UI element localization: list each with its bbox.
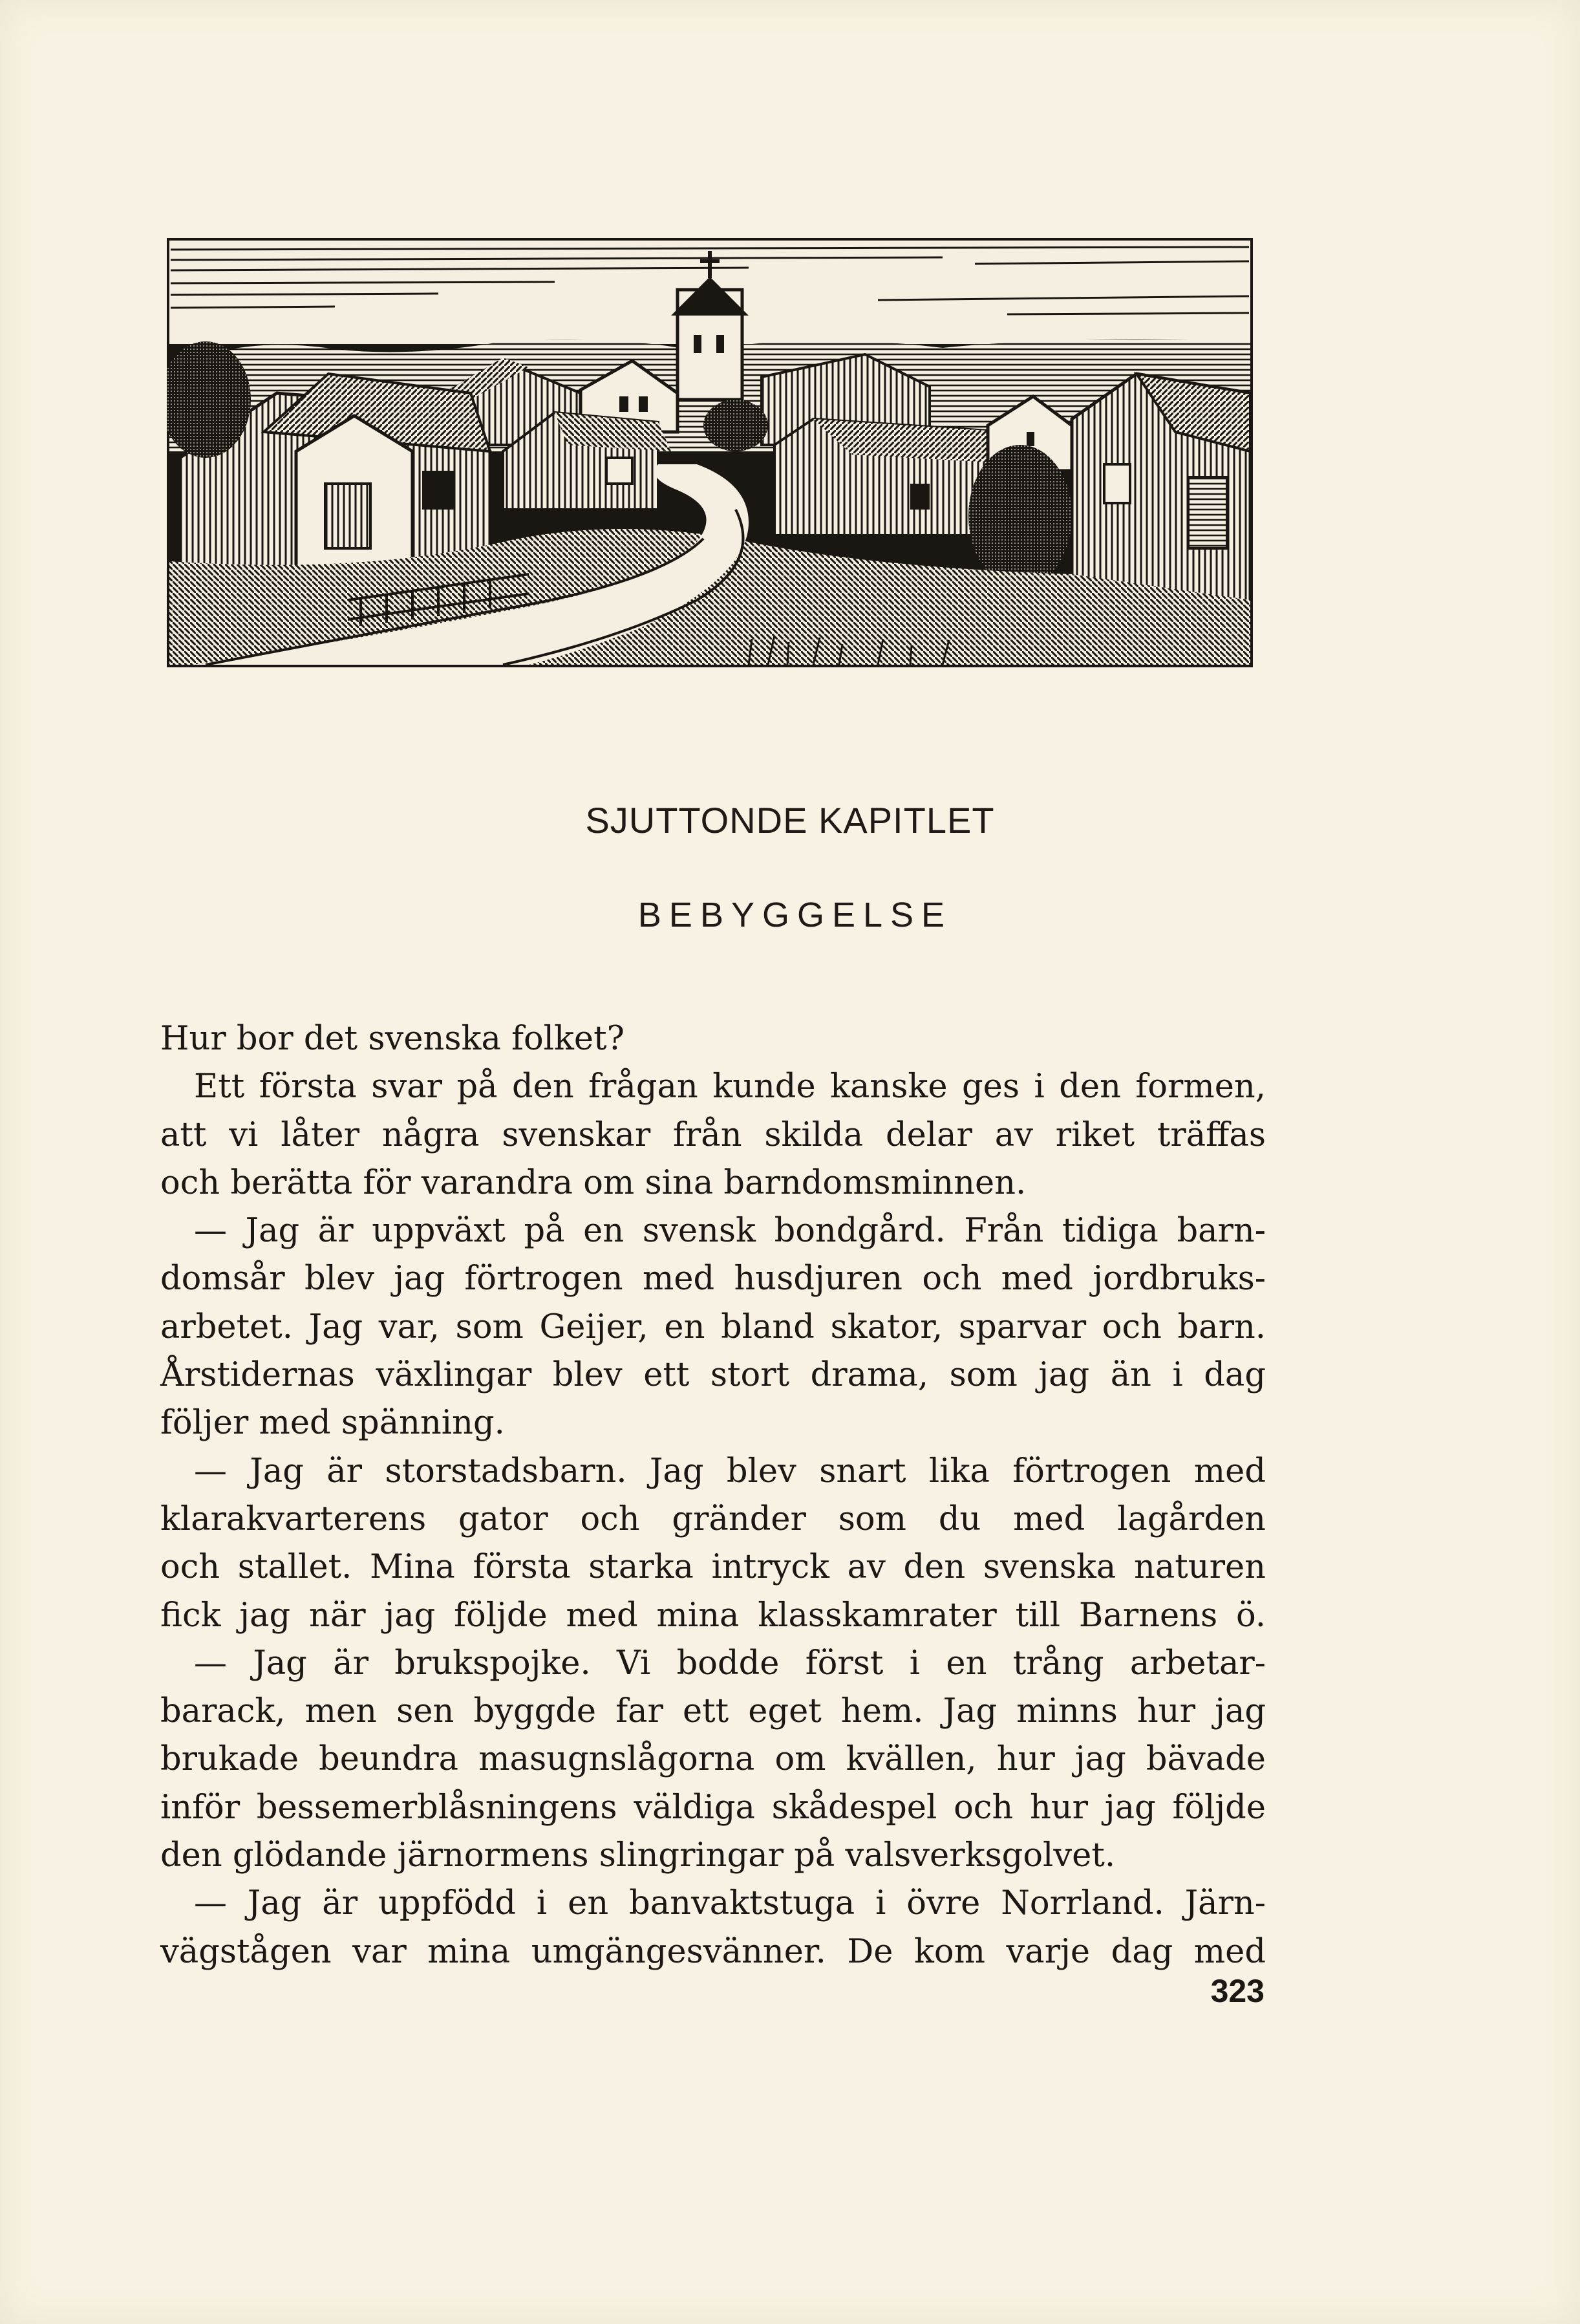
- text-line: följer med spänning.: [160, 1404, 505, 1443]
- text-line: — Jag är storstadsbarn. Jag blev snart lika förtrogen med: [194, 1452, 1266, 1490]
- text-line: brukade beundra masugnslågorna om kvällen, hur jag bävade: [160, 1740, 1266, 1779]
- text-line: barack, men sen byggde far ett eget hem. Jag minns hur jag: [160, 1692, 1266, 1731]
- text-line: — Jag är brukspojke. Vi bodde först i en trång arbetar-: [194, 1644, 1266, 1683]
- text-line: fick jag när jag följde med mina klasskamrater till Barnens ö.: [160, 1596, 1266, 1635]
- text-line: Ett första svar på den frågan kunde kanske ges i den formen,: [194, 1068, 1266, 1106]
- text-line: domsår blev jag förtrogen med husdjuren och med jordbruks-: [160, 1260, 1266, 1298]
- page-number: 323: [1210, 1973, 1265, 2009]
- chapter-title: BEBYGGELSE: [637, 896, 953, 934]
- text-line: — Jag är uppväxt på en svensk bondgård. Från tidiga barn-: [194, 1212, 1266, 1251]
- text-line: Hur bor det svenska folket?: [160, 1020, 625, 1058]
- text-line: den glödande järnormens slingringar på valsverksgolvet.: [160, 1836, 1116, 1875]
- text-line: inför bessemerblåsningens väldiga skådespel och hur jag följde: [160, 1788, 1266, 1827]
- village-woodcut-illustration: [167, 238, 1253, 667]
- text-line: vägstågen var mina umgängesvänner. De kom varje dag med: [160, 1932, 1266, 1971]
- body-text: [160, 1015, 1266, 1976]
- text-line: — Jag är uppfödd i en banvaktstuga i övre Norrland. Järn-: [194, 1884, 1266, 1923]
- text-line: att vi låter några svenskar från skilda delar av riket träffas: [160, 1115, 1266, 1154]
- text-line: Årstidernas växlingar blev ett stort drama, som jag än i dag: [160, 1356, 1266, 1395]
- chapter-heading: SJUTTONDE KAPITLET: [585, 800, 995, 841]
- text-line: och stallet. Mina första starka intryck av den svenska naturen: [160, 1548, 1266, 1587]
- text-line: klarakvarterens gator och gränder som du med lagården: [160, 1500, 1266, 1538]
- text-line: arbetet. Jag var, som Geijer, en bland skator, sparvar och barn.: [160, 1307, 1266, 1346]
- text-line: och berätta för varandra om sina barndomsminnen.: [160, 1163, 1027, 1202]
